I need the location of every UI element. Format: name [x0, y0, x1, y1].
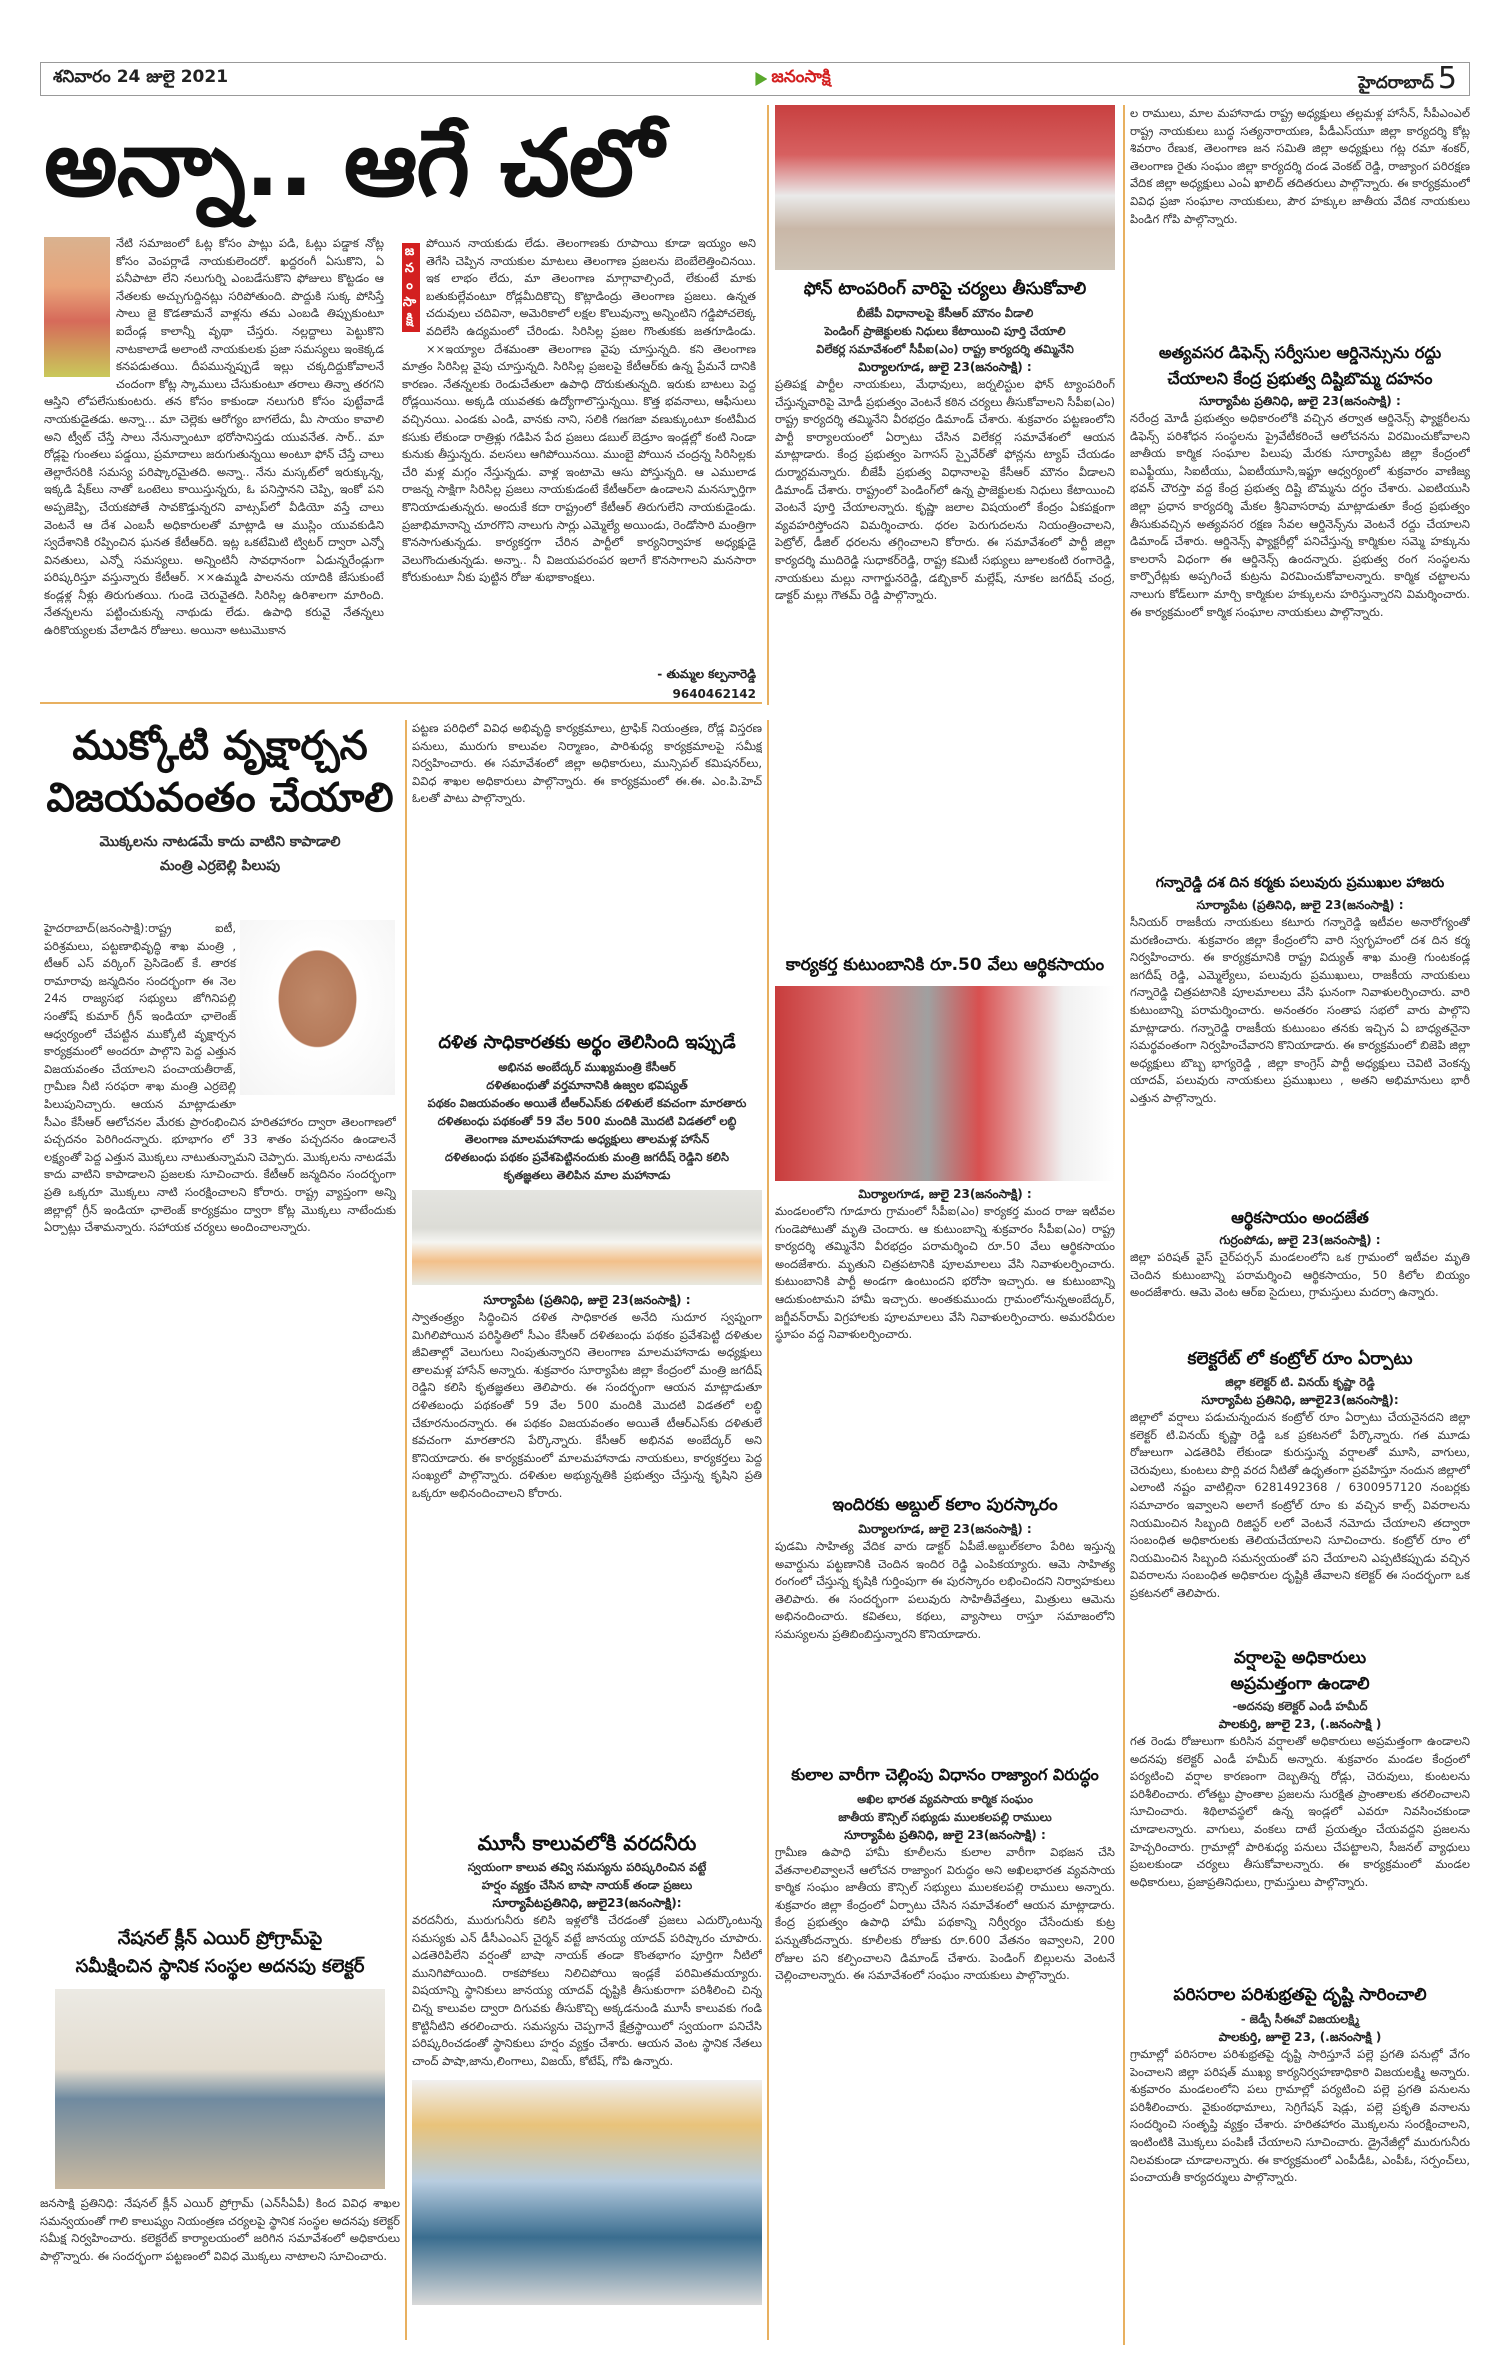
article-headline: నేషనల్ క్లీన్ ఎయిర్ ప్రోగ్రామ్‌పై [117, 1928, 323, 1949]
article-subheadline: దళితబంధు పథకంతో 59 వేల 500 మందికి మొదటి విడతలో లబ్ధి [437, 1114, 737, 1128]
article-headline: కార్యకర్త కుటుంబానికి రూ.50 వేలు ఆర్థికసాయం [785, 955, 1105, 975]
issue-date: శనివారం 24 జులై 2021 [53, 67, 229, 87]
article-body: నరేంద్ర మోడీ ప్రభుత్వం అధికారంలోకి వచ్చిన తర్వాత ఆర్డినెన్స్ ఫ్యాక్టరీలను డిఫెన్స్ పరిశోధన సంస్థలను ప్రైవేటీకరించే ఆలోచనను విరమించుకోవాలని జాతీయ కార్మిక సంఘాల పిలుపు మేరకు సూర్యాపేట జిల్లా కేంద్రంలో ఐఎఫ్టీయు, సిఐటీయు, ఏఐటీయూసి,ఇఫ్టూ ఆధ్వర్యంలో శుక్రవారం వాణిజ్య భవన్ చౌరస్తా వద్ద కేంద్ర ప్రభుత్వ దిష్టి బొమ్మను దగ్ధం చేశారు. ఎఐటియుసి జిల్లా ప్రధాన కార్యదర్శి మేకల శ్రీనివాసరావు మాట్లాడుతూ కేంద్ర ప్రభుత్వం తీసుకువచ్చిన అత్యవసర రక్షణ సేవల ఆర్డినెన్స్‌ను వెంటనే రద్దు చేయాలని డిమాండ్ చేశారు. ఆర్డినెన్స్ ఫ్యాక్టరీల్లో పనిచేస్తున్న కార్మికుల సమ్మె హక్కును కాలరాసే విధంగా ఈ ఆర్డినెన్స్ ఉందన్నారు. ప్రభుత్వ రంగ సంస్థలను కార్పొరేట్లకు అప్పగించే కుట్రను విరమించుకోవాలన్నారు. కార్మిక చట్టాలను నాలుగు కోడ్‌లుగా మార్చి కార్మికుల హక్కులను హరిస్తున్నారని విమర్శించారు. ఈ కార్యక్రమంలో కార్మిక సంఘాల నాయకులు పాల్గొన్నారు. [1130, 411, 1470, 619]
lead-body-col1: నేటి సమాజంలో ఓట్ల కోసం పాట్లు పడి, ఓట్లు పడ్డాక నోట్ల కోసం వెంపర్లాడే నాయకులెందరో. ఖద్దరంగీ ఏసుకొని, ఏ పనీపాటా లేని నలుగుర్ని ఎంబడేసుకొని ఫోజులు కొట్టడం ఆ నేతలకు అచ్చుగుద్దినట్లు సరిపోతుంది. పొద్దుకి సుక్క పోసిస్తే సాలు జై కొడతామనే వాళ్లను తమ ఎంబడి తిప్పుకుంటూ ఐదేండ్ల కాలాన్నీ వృథా చేస్తరు. నల్లద్దాలు పెట్టుకొని నాటకాలాడే అలాంటి నాయకులకు ప్రజా సమస్యలు ఇంకెక్కడ కనపడుతయి. దీపమున్నప్పుడే ఇల్లు చక్కదిద్దుకోవాలనే చందంగా కోట్ల స్కాములు చేసుకుంటూ తరాలు తిన్నా తరగని ఆస్తిని లోపలేసుకుంటరు. తన కోసం కాకుండా నలుగురి కోసం పుట్టేవాడే నాయకుడైతడు. అన్నా... మా చెల్లెకు ఆరోగ్యం బాగలేదు, మీ సాయం కావాలి అని ట్వీట్ చేస్తే సాలు నేనున్నాంటూ భరోసానిస్తడు యువనేత. సార్.. మా రోడ్లపై గుంతలు పడ్డయి, ప్రమాదాలు జరుగుతున్నయి అంటూ ఫోన్ చేస్తే చాలు తెల్లారేసరికి సమస్య పరిష్కారమైతది. అన్నా.. నేను మస్కట్‌లో ఇరుక్కున్న, ఇక్కడి షేక్‌లు నాతో ఒంటెలు కాయిస్తున్నరు, ఓ పనిస్తానని చెప్పి, ఇంకో పని అప్పజెప్పి, చేయకపోతే సావకొడ్తున్నరని వాట్సప్‌లో వీడియో వస్తే చాలు వెంటనే ఆ దేశ ఎంబసీ అధికారులతో మాట్లాడి ఆ ముస్లిం యువకుడిని స్వదేశానికి రప్పించిన ఘనత కేటీఆర్‌ది. ఇట్ల ఒకటేమిటి ట్విటర్ ద్వారా ఎన్నో వినతులు, ఎన్నో సమస్యలు. అన్నింటినీ సావధానంగా ఏడున్నరేండ్లుగా పరిష్కరిస్తూ వస్తున్నారు కేటీఆర్. ××ఉమ్మడి పాలనను యాదికి జేసుకుంటే కండ్లళ్ల నీళ్లు తిరుగుతయి. గుండె చెరువైతది. సిరిసిల్ల ఉరిశాలగా మారింది. నేతన్నలను పట్టించుకున్న నాథుడు లేడు. ఉపాధి కరువై నేతన్నలు ఉరికొయ్యలకు వేలాడిన రోజులు. అయినా అటుమొకాన [44, 236, 384, 638]
article-body: ల రాములు, మాల మహానాడు రాష్ట్ర అధ్యక్షులు తల్లమళ్ల హాసేన్, సీపీఎంఎల్ రాష్ట్ర నాయకులు బుద్ధ సత్యనారాయణ, పీడీఎస్‌యూ జిల్లా కార్యదర్శి కోట్ల శివరాం రేణుక, తెలంగాణ జన సమితి జిల్లా అధ్యక్షులు గట్ల రమా శంకర్, తెలంగాణ రైతు సంఘం జిల్లా కార్యదర్శి దండ వెంకట్ రెడ్డి, రాజ్యాంగ పరిరక్షణ వేదిక జిల్లా అధ్యక్షులు ఎంఏ ఖాలిద్ తదితరులు పాల్గొన్నారు. ఈ కార్యక్రమంలో వివిధ ప్రజా సంఘాల నాయకులు, పౌర హక్కుల జాతీయ వేదిక నాయకులు పిండిగ గోపి పాల్గొన్నారు. [1130, 106, 1470, 226]
article-headline: సమీక్షించిన స్థానిక సంస్థల అదనపు కలెక్టర్ [75, 1956, 365, 1977]
article-headline: అత్యవసర డిఫెన్స్ సర్వీసుల ఆర్డినెన్సును రద్దు [1158, 343, 1442, 362]
article-subheadline: - జెడ్పీ సీఈవో విజయలక్ష్మి [1240, 2012, 1360, 2026]
divider [1123, 105, 1125, 2345]
article-mukkoti [40, 720, 400, 1900]
article-headline: అప్రమత్తంగా ఉండాలి [1230, 1674, 1370, 1694]
press-meet-photo [775, 105, 1115, 270]
masthead-logo [755, 67, 830, 91]
page-header [40, 62, 1470, 96]
article-subheadline: జాతీయ కౌన్సిల్ సభ్యుడు ములకలపల్లి రాములు [838, 1810, 1052, 1824]
article-headline: పరిసరాల పరిశుభ్రతపై దృష్టి సారించాలి [1173, 1985, 1427, 2005]
article-headline: కులాల వారీగా చెల్లింపు విధానం రాజ్యాంగ విరుద్ధం [791, 1765, 1099, 1784]
article-subheadline: కృతజ్ఞతలు తెలిపిన మాల మహానాడు [503, 1168, 671, 1182]
article-dateline: పాలకుర్తి, జూలై 23, (.జనంసాక్షి ) [1218, 2030, 1382, 2044]
article-body: జనసాక్షి ప్రతినిధి: నేషనల్ క్లీన్ ఎయిర్ ప్రోగ్రామ్ (ఎన్‌సీఏపీ) కింద వివిధ శాఖల సమన్వయంతో గాలి కాలుష్యం నియంత్రణ చర్యలపై స్థానిక సంస్థల అదనపు కలెక్టర్ సమీక్ష నిర్వహించారు. కలెక్టరేట్ కార్యాలయంలో జరిగిన సమావేశంలో అధికారులు పాల్గొన్నారు. ఈ సందర్భంగా పట్టణంలో వివిధ మొక్కలు నాటాలని సూచించారు. [40, 2196, 400, 2263]
article-headline: ముక్కోటి వృక్షార్చన [72, 723, 368, 769]
article-dateline: సూర్యాపేట (ప్రతినిధి, జులై 23(జనంసాక్షి) : [1196, 898, 1404, 912]
divider [767, 105, 769, 705]
article-body: జిల్లా పరిషత్ వైస్ చైర్‌పర్సన్ మండలంలోని ఒక గ్రామంలో ఇటీవల మృతి చెందిన కుటుంబాన్ని పరామర్శించి ఆర్థికసాయం, 50 కిలోల బియ్యం అందజేశారు. ఆమె వెంట ఆర్ఐ సైదులు, గ్రామస్తులు మదర్సా ఉన్నారు. [1130, 1250, 1470, 1300]
article-subheadline: స్వయంగా కాలువ తవ్వి సమస్యను పరిష్కరించిన వట్టే [467, 1860, 707, 1874]
article-phone-tampering [775, 105, 1115, 940]
article-body: ప్రతిపక్ష పార్టీల నాయకులు, మేధావులు, జర్నలిస్టుల ఫోన్ ట్యాంపరింగ్ చేస్తున్నవారిపై మోడీ ప్రభుత్వం వెంటనే కఠిన చర్యలు తీసుకోవాలని సీపీఐ(ఎం) రాష్ట్ర కార్యదర్శి తమ్మినేని వీరభద్రం డిమాండ్ చేశారు. శుక్రవారం పట్టణంలోని పార్టీ కార్యాలయంలో ఏర్పాటు చేసిన విలేకర్ల సమావేశంలో ఆయన మాట్లాడారు. కేంద్ర ప్రభుత్వం పెగాసస్ స్పైవేర్‌తో ఫోన్లను ట్యాప్ చేయడం దుర్మార్గమన్నారు. బీజేపీ ప్రభుత్వ విధానాలపై కేసీఆర్ మౌనం వీడాలని డిమాండ్ చేశారు. రాష్ట్రంలో పెండింగ్‌లో ఉన్న ప్రాజెక్టులకు నిధులు కేటాయించి వెంటనే పూర్తి చేయాలన్నారు. కృష్ణా జలాల విషయంలో కేంద్రం ఏకపక్షంగా వ్యవహరిస్తోందని విమర్శించారు. ధరల పెరుగుదలను నియంత్రించాలని, పెట్రోల్, డీజిల్ ధరలను తగ్గించాలని కోరారు. ఈ సమావేశంలో పార్టీ జిల్లా కార్యదర్శి ముదిరెడ్డి సుధాకర్‌రెడ్డి, రాష్ట్ర కమిటీ సభ్యులు జూలకంటి రంగారెడ్డి, నాయకులు మల్లు నాగార్జునరెడ్డి, డబ్బికార్ మల్లేష్, నూకల జగదీష్ చంద్ర, డాక్టర్ మల్లు గౌతమ్ రెడ్డి పాల్గొన్నారు. [775, 377, 1115, 603]
article-body: జిల్లాలో వర్షాలు పడుచున్నందున కంట్రోల్ రూం ఏర్పాటు చేయనైనదని జిల్లా కలెక్టర్ టి.వినయ్ కృష్ణా రెడ్డి ఒక ప్రకటనలో పేర్కొన్నారు. గత మూడు రోజులుగా ఎడతెరిపి లేకుండా కురుస్తున్న వర్షాలతో మూసి, వాగులు, చెరువులు, కుంటలు పొర్లి వరద నీటితో ఉధృతంగా ప్రవహిస్తూ నందున జిల్లాలో ఎలాంటి నష్టం వాటిల్లినా 6281492368 / 6300957120 నంబర్లకు సమాచారం ఇవ్వాలని అలాగే కంట్రోల్ రూం కు వచ్చిన కాల్స్ వివరాలను నియమించిన సిబ్బంది రిజిస్టర్ లలో వెంటనే నమోదు చేయాలని తద్వారా సంబంధిత అధికారులకు తెలియచేయాలని సూచించారు. కంట్రోల్ రూం లో నియమించిన సిబ్బంది సమన్వయంతో పని చేయాలని ఎప్పటికప్పుడు వచ్చిన వివరాలను సంబంధిత అధికారుల దృష్టికి తేవాలని కలెక్టర్ ఈ సందర్భంగా ఒక ప్రకటనలో తెలిపారు. [1130, 1410, 1470, 1600]
article-subheadline: జిల్లా కలెక్టర్ టి. వినయ్ కృష్ణా రెడ్డి [1225, 1375, 1375, 1389]
article-headline: విజయవంతం చేయాలి [46, 775, 394, 821]
article-headline: కలెక్టరేట్ లో కంట్రోల్ రూం ఏర్పాటు [1187, 1349, 1413, 1369]
article-parisarala [1130, 1980, 1470, 2345]
article-dateline: మిర్యాలగూడ, జులై 23(జనంసాక్షి) : [858, 1187, 1032, 1201]
article-subheadline: దళితబంధు పథకం ప్రవేశపెట్టినందుకు మంత్రి జగదీష్ రెడ్డిని కలిసి [444, 1150, 730, 1164]
edition-city: హైదరాబాద్ [1358, 73, 1434, 93]
newspaper-page [40, 0, 1470, 2357]
brand-name: జనంసాక్షి [771, 67, 831, 87]
article-body: సీనియర్ రాజకీయ నాయకులు కటూరు గన్నారెడ్డి ఇటీవల అనారోగ్యంతో మరణించారు. శుక్రవారం జిల్లా కేంద్రంలోని వారి స్వగృహంలో దశ దిన కర్మ నిర్వహించారు. ఈ కార్యక్రమానికి రాష్ట్ర విద్యుత్ శాఖ మంత్రి గుంటకండ్ల జగదీష్ రెడ్డి, ఎమ్మెల్యేలు, పలువురు ప్రముఖులు, రాజకీయ నాయకులు గన్నారెడ్డి చిత్రపటానికి పూలమాలలు వేసి ఘనంగా నివాళులర్పించారు. వారి కుటుంబాన్ని పరామర్శించారు. అనంతరం సంతాప సభలో వారు పాల్గొని మాట్లాడారు. గన్నారెడ్డి రాజకీయ కుటుంబం తనకు ఇచ్చిన ఏ బాధ్యతనైనా సమర్థవంతంగా నిర్వహించేవారని కొనియాడారు. ఈ కార్యక్రమంలో బిజెపి జిల్లా అధ్యక్షులు బొబ్బ భాగ్యరెడ్డి , జిల్లా కాంగ్రెస్ పార్టీ అధ్యక్షులు చెవిటి వెంకన్న యాదవ్, పలువురు నాయకులు ప్రముఖులు , అతని అభిమానులు భారీ ఎత్తున పాల్గొన్నారు. [1130, 915, 1470, 1105]
article-dateline: పాలకుర్తి, జూలై 23, (.జనంసాక్షి ) [1218, 1717, 1382, 1731]
article-arthika-sayam [1130, 1205, 1470, 1340]
article-body: గ్రామీణ ఉపాధి హామీ కూలీలను కులాల వారీగా విభజన చేసి వేతనాలలివ్వాలనే ఆలోచన రాజ్యాంగ విరుద్ధం అని అఖిలభారత వ్యవసాయ కార్మిక సంఘం జాతీయ కౌన్సిల్ సభ్యులు ములకలపల్లి రాములు అన్నారు. శుక్రవారం జిల్లా కేంద్రంలో ఏర్పాటు చేసిన సమావేశంలో ఆయన మాట్లాడారు. కేంద్ర ప్రభుత్వం ఉపాధి హామీ పథకాన్ని నిర్వీర్యం చేసేందుకు కుట్ర పన్నుతోందన్నారు. కూలీలకు రోజుకు రూ.600 వేతనం ఇవ్వాలని, 200 రోజుల పని కల్పించాలని డిమాండ్ చేశారు. పెండింగ్ బిల్లులను వెంటనే చెల్లించాలన్నారు. ఈ సమావేశంలో సంఘం నాయకులు పాల్గొన్నారు. [775, 1845, 1115, 1983]
divider [40, 702, 762, 704]
article-musi [412, 1828, 762, 2348]
article-subheadline: మొక్కలను నాటడమే కాదు వాటిని కాపాడాలి [99, 834, 341, 850]
article-headline: వర్షాలపై అధికారులు [1233, 1648, 1367, 1668]
article-subheadline: పథకం విజయవంతం అయితే టీఆర్ఎస్‌కు దళితులే కవచంగా మారతారు [427, 1096, 747, 1110]
flood-photo [412, 2080, 762, 2305]
article-headline: ఇందిరకు అబ్దుల్ కలాం పురస్కారం [832, 1495, 1058, 1515]
article-body: హైదరాబాద్(జనంసాక్షి):రాష్ట్ర ఐటీ, పరిశ్రమలు, పట్టణాభివృద్ధి శాఖ మంత్రి , టీఆర్ ఎస్ వర్కింగ్ ప్రెసిడెంట్ కే. తారక రామారావు జన్మదినం సందర్భంగా ఈ నెల 24న రాజ్యసభ సభ్యులు జోగినిపల్లి సంతోష్ కుమార్ గ్రీన్ ఇండియా ఛాలెంజ్ ఆధ్వర్యంలో చేపట్టిన ముక్కోటి వృక్షార్చన కార్యక్రమంలో అందరూ పాల్గొని పెద్ద ఎత్తున విజయవంతం చేయాలని పంచాయతీరాజ్, గ్రామీణ నీటి సరఫరా శాఖ మంత్రి ఎర్రబెల్లి పిలుపునిచ్చారు. ఆయన మాట్లాడుతూ సీఎం కేసీఆర్ ఆలోచనల మేరకు ప్రారంభించిన హరితహారం ద్వారా తెలంగాణలో పచ్చదనం పెరిగిందన్నారు. భూభాగం లో 33 శాతం పచ్చదనం ఉండాలనే లక్ష్యంతో పెద్ద ఎత్తున మొక్కలు నాటుతున్నామని చెప్పారు. మొక్కలను నాటడమే కాదు వాటిని కాపాడాలని ప్రజలకు సూచించారు. కేటీఆర్ జన్మదినం సందర్భంగా ప్రతి ఒక్కరూ మొక్కలు నాటి సంరక్షించాలని కోరారు. రాష్ట్ర వ్యాప్తంగా అన్ని జిల్లాల్లో గ్రీన్ ఇండియా ఛాలెంజ్ కార్యక్రమం ద్వారా కోట్ల మొక్కలు నాటేందుకు ఏర్పాట్లు చేశామన్నారు. సహాయక చర్యలు అందించాలన్నారు. [44, 921, 396, 1235]
edition-label [1358, 61, 1457, 97]
article-subheadline: బీజేపీ విధానాలపై కేసీఆర్ మౌనం వీడాలి [856, 306, 1034, 320]
article-dateline: సూర్యాపేట ప్రతినిధి, జూలై23(జనంసాక్షి): [1201, 1393, 1399, 1407]
meeting-photo [55, 1989, 385, 2189]
lead-body-col2: పోయిన నాయకుడు లేడు. తెలంగాణకు రూపాయి కూడా ఇయ్యం అని తెగేసి చెప్పిన నాయకుల మాటలు తెలంగాణ ప్రజలను బెంబేలెత్తించినయి. ఇక లాభం లేదు, మా తెలంగాణ మాగ్గావాల్సిందే, లేకుంటే మాకు బతుకుల్లేవంటూ రోడ్లమీదికొచ్చి కొట్లాడింద్రు తెలంగాణ ప్రజలు. ఉన్నత చదువులు చదివినా, అమెరికాలో లక్షల కొలువున్నా అన్నింటిని గడ్డిపోచలెక్క వదిలేసి ఉద్యమంలో చేరిండు. సిరిసిల్ల ప్రజల గొంతుకకు జతగూడిండు. ××ఇయ్యాల దేశమంతా తెలంగాణ వైపు చూస్తున్నది. కని తెలంగాణ మాత్రం సిరిసిల్ల వైపు చూస్తున్నది. సిరిసిల్ల ప్రజలపై కేటీఆర్‌కు ఉన్న ప్రేమనే దానికి కారణం. నేతన్నలకు రెండుచేతులా ఉపాధి దొరుకుతున్నది. ఇరుకు బాటలు పెద్ద రోడ్లయినయి. అక్కడి యువతకు ఉద్యోగాలొస్తున్నయి. కొత్త భవనాలు, ఆఫీసులు వచ్చినయి. ఎండకు ఎండి, వానకు నాని, సలికి గజగజా వణుక్కుంటూ కంటిమీద కసుకు లేకుండా రాత్రిళ్లు గడిపిన పేద ప్రజలు డబుల్ బెడ్రూం ఇండ్లల్లో కంటి నిండా కునుకు తీస్తున్నరు. వలసలు ఆగిపోయినయి. ముంబై పోయిన చంద్రన్న సిరిసిల్లకు చేరి మళ్ల మగ్గం నేస్తున్నడు. వాళ్ల ఇంటామె ఆసు పోస్తున్నది. ఆ ఎములాడ రాజన్న సాక్షిగా సిరిసిల్ల ప్రజలు నాయకుడంటే కేటీఆర్‌లా ఉండాలని మనస్ఫూర్తిగా కొనియాడుతున్నరు. అందుకే కదా రాష్ట్రంలో కేటీఆర్ తిరుగులేని నాయకుడైండు. ప్రజాభిమానాన్ని చూరగొని నాలుగు సార్లు ఎమ్మెల్యే అయిండు, రెండోసారి మంత్రిగా కొనసాగుతున్నడు. కార్యకర్తగా చేరిన పార్టీలో కార్యనిర్వాహక అధ్యక్షుడై వెలుగొందుతున్నడు. అన్నా.. నీ విజయపరంపర ఇలాగే కొనసాగాలని మనసారా కోరుకుంటూ నీకు పుట్టిన రోజు శుభాకాంక్షలు. [402, 236, 756, 585]
article-varshalu [1130, 1645, 1470, 1975]
article-subheadline: అఖిల భారత వ్యవసాయ కార్మిక సంఘం [857, 1792, 1033, 1806]
article-karyakarta [775, 950, 1115, 1480]
article-indira [775, 1490, 1115, 1750]
article-body: వరదనీరు, మురుగునీరు కలిసి ఇళ్లలోకి చేరడంతో ప్రజలు ఎదుర్కొంటున్న సమస్యకు ఎన్ డీసీఎంఎస్ చైర్మన్ వట్టే జానయ్య యాదవ్ పరిష్కారం చూపారు. ఎడతెరిపిలేని వర్షంతో బాషా నాయక్ తండా కొంతభాగం పూర్తిగా నీటిలో మునిగిపోయింది. రాకపోకలు నిలిచిపోయి ఇండ్లకే పరిమితమయ్యారు. విషయాన్ని స్థానికులు జానయ్య యాదవ్ దృష్టికి తీసుకురాగా పరిశీలించి చిన్న చిన్న కాలువల ద్వారా దిగువకు తీసుకొచ్చి అక్కడనుండి మూసీ కాలువకు గండి కొట్టినీటిని తరలించారు. సమస్యను చెప్పగానే క్షేత్రస్థాయిలో స్వయంగా పనిచేసి పరిష్కరించడంతో స్థానికులు హర్షం వ్యక్తం చేశారు. ఆయన వెంట స్థానిక నేతలు చాంద్ పాషా,జాను,లింగాలు, విజయ్, కోటేష్, గోపి ఉన్నారు. [412, 1913, 762, 2068]
article-dateline: సూర్యాపేట ప్రతినిధి, జులై 23(జనంసాక్షి) : [1199, 394, 1401, 408]
article-continued [1130, 105, 1470, 335]
divider [767, 720, 769, 2340]
condolence-photo [775, 986, 1115, 1181]
article-dateline: సూర్యాపేటప్రతినిధి, జులై23(జనంసాక్షి): [492, 1896, 682, 1910]
divider [405, 720, 407, 2340]
author-phone: 9640462142 [672, 687, 756, 701]
article-subheadline: మంత్రి ఎర్రబెల్లి పిలుపు [159, 858, 281, 874]
article-body: స్వాతంత్ర్యం సిద్ధించిన దళిత సాధికారత అనేది సుదూర స్వప్నంగా మిగిలిపోయిన పరిస్థితిలో సీఎం కేసీఆర్ దళితబంధు పథకం ప్రవేశపెట్టి దళితుల జీవితాల్లో వెలుగులు నింపుతున్నారని తెలంగాణ మాలమహానాడు అధ్యక్షులు తాలమళ్ల హాసేన్ అన్నారు. శుక్రవారం సూర్యాపేట జిల్లా కేంద్రంలో మంత్రి జగదీష్ రెడ్డిని కలిసి కృతజ్ఞతలు తెలిపారు. ఈ సందర్భంగా ఆయన మాట్లాడుతూ దళితబంధు పథకంతో 59 వేల 500 మందికి మొదటి విడతలో లబ్ధి చేకూరనుందన్నారు. ఈ పథకం విజయవంతం అయితే టీఆర్ఎస్‌కు దళితులే కవచంగా మారతారని పేర్కొన్నారు. కేసీఆర్ అభినవ అంబేద్కర్ అని కొనియాడారు. ఈ కార్యక్రమంలో మాలమహానాడు నాయకులు, కార్యకర్తలు పెద్ద సంఖ్యలో పాల్గొన్నారు. దళితుల అభ్యున్నతికి ప్రభుత్వం చేస్తున్న కృషిని ప్రతి ఒక్కరూ అభినందించాలని కోరారు. [412, 1310, 762, 1500]
article-dateline: సూర్యాపేట ప్రతినిధి, జులై 23(జనంసాక్షి) : [844, 1828, 1046, 1842]
article-dateline: మిర్యాలగూడ, జులై 23(జనంసాక్షి) : [858, 1522, 1032, 1536]
article-subheadline: -అదనపు కలెక్టర్ ఎండీ హమీద్ [1232, 1699, 1368, 1713]
article-headline: గన్నారెడ్డి దశ దిన కర్మకు పలువురు ప్రముఖుల హాజరు [1155, 875, 1445, 891]
article-headline: ఆర్థికసాయం అందజేత [1231, 1208, 1369, 1227]
author-byline: - తుమ్మల కల్పనారెడ్డి [657, 667, 756, 681]
article-gannareddy [1130, 870, 1470, 1200]
article-dalit [412, 720, 762, 1820]
article-dateline: గుర్రంపోడు, జులై 23(జనంసాక్షి) : [1219, 1233, 1381, 1247]
article-headline: ఫోన్ టాంపరింగ్ వారిపై చర్యలు తీసుకోవాలి [803, 279, 1087, 299]
lead-article [40, 105, 760, 705]
article-subheadline: విలేకర్ల సమావేశంలో సీపీఐ(ఎం) రాష్ట్ర కార్యదర్శి తమ్మినేని [816, 342, 1074, 356]
group-photo [412, 1190, 762, 1285]
article-subheadline: పెండింగ్ ప్రాజెక్టులకు నిధులు కేటాయించి పూర్తి చేయాలి [824, 324, 1066, 338]
article-subheadline: హర్షం వ్యక్తం చేసిన బాషా నాయక్ తండా ప్రజలు [481, 1878, 693, 1892]
jana-sakshi-tag: జనంసాక్షి [404, 245, 419, 330]
article-headline: మూసీ కాలువలోకి వరదనీరు [477, 1831, 697, 1855]
article-subheadline: అభినవ అంబేద్కర్ ముఖ్యమంత్రి కేసీఆర్ [498, 1060, 676, 1074]
article-body: గ్రామాల్లో పరిసరాల పరిశుభ్రతపై దృష్టి సారిస్తూనే పల్లె ప్రగతి పనుల్లో వేగం పెంచాలని జిల్లా పరిషత్ ముఖ్య కార్యనిర్వహణాధికారి విజయలక్ష్మి అన్నారు. శుక్రవారం మండలంలోని పలు గ్రామాల్లో పర్యటించి పల్లె ప్రగతి పనులను పరిశీలించారు. వైకుంఠధామాలు, సెగ్రిగేషన్ షెడ్లు, పల్లె ప్రకృతి వనాలను సందర్శించి సంతృప్తి వ్యక్తం చేశారు. హరితహారం మొక్కలను సంరక్షించాలని, ఇంటింటికి మొక్కలు పంపిణీ చేయాలని సూచించారు. డ్రైనేజీల్లో మురుగునీరు నిలవకుండా చూడాలన్నారు. ఈ కార్యక్రమంలో ఎంపీడీఓ, ఎంపీఓ, సర్పంచ్‌లు, పంచాయతీ కార్యదర్శులు పాల్గొన్నారు. [1130, 2047, 1470, 2185]
article-subheadline: దళితబంధుతో వర్తమానానికి ఉజ్వల భవిష్యత్ [486, 1078, 688, 1092]
article-subheadline: తెలంగాణ మాలమహానాడు అధ్యక్షులు తాలమళ్ల హాసేన్ [464, 1132, 710, 1146]
article-kulala [775, 1760, 1115, 2345]
lead-headline: అన్నా.. ఆగే చలో [44, 110, 663, 217]
page-number: 5 [1437, 61, 1457, 96]
article-headline: దళిత సాధికారతకు అర్థం తెలిసింది ఇప్పుడే [438, 1032, 736, 1053]
article-headline: చేయాలని కేంద్ర ప్రభుత్వ దిష్టిబొమ్మ దహనం [1167, 369, 1433, 388]
article-control-room [1130, 1345, 1470, 1645]
article-clean-air [40, 1925, 400, 2345]
article-body: మండలంలోని గూడూరు గ్రామంలో సీపీఐ(ఎం) కార్యకర్త మంద రాజు ఇటీవల గుండెపోటుతో మృతి చెందారు. ఆ కుటుంబాన్ని శుక్రవారం సీపీఐ(ఎం) రాష్ట్ర కార్యదర్శి తమ్మినేని వీరభద్రం పరామర్శించి రూ.50 వేలు ఆర్థికసాయం అందజేశారు. మృతుని చిత్రపటానికి పూలమాలలు వేసి నివాళులర్పించారు. కుటుంబానికి పార్టీ అండగా ఉంటుందని భరోసా ఇచ్చారు. ఆ కుటుంబాన్ని ఆదుకుంటామని హామీ ఇచ్చారు. అంతకుముందు గ్రామంలోనున్నఅంబేద్కర్, జగ్జీవన్‌రామ్ విగ్రహాలకు పూలమాలలు వేసి నివాళులర్పించారు. అమరవీరుల స్థూపం వద్ద నివాళులర్పించారు. [775, 1204, 1115, 1342]
leaf-icon [755, 72, 767, 86]
article-body-top: పట్టణ పరిధిలో వివిధ అభివృద్ధి కార్యక్రమాలు, ట్రాఫిక్ నియంత్రణ, రోడ్ల విస్తరణ పనులు, మురుగు కాలువల నిర్మాణం, పారిశుధ్య కార్యక్రమాలపై సమీక్ష నిర్వహించారు. ఈ సమావేశంలో జిల్లా అధికారులు, మున్సిపల్ కమిషనర్‌లు, వివిధ శాఖల అధికారులు పాల్గొన్నారు. ఈ కార్యక్రమంలో ఈ.ఈ. ఎం.పి.హెచ్ ఓలతో పాటు పాల్గొన్నారు. [412, 721, 762, 806]
article-dateline: మిర్యాలగూడ, జులై 23(జనంసాక్షి) : [858, 360, 1032, 374]
article-defence [1130, 340, 1470, 860]
article-body: గత రెండు రోజులుగా కురిసిన వర్షాలతో అధికారులు అప్రమత్తంగా ఉండాలని అదనపు కలెక్టర్ ఎండీ హమీద్ అన్నారు. శుక్రవారం మండల కేంద్రంలో పర్యటించి వర్షాల కారణంగా దెబ్బతిన్న రోడ్లు, చెరువులు, కుంటలను పరిశీలించారు. లోతట్టు ప్రాంతాల ప్రజలను సురక్షిత ప్రాంతాలకు తరలించాలని సూచించారు. శిథిలావస్థలో ఉన్న ఇండ్లలో ఎవరూ నివసించకుండా చూడాలన్నారు. వాగులు, వంకలు దాటే ప్రయత్నం చేయవద్దని ప్రజలను హెచ్చరించారు. గ్రామాల్లో పారిశుధ్య పనులు చేపట్టాలని, సీజనల్ వ్యాధులు ప్రబలకుండా చర్యలు తీసుకోవాలన్నారు. ఈ కార్యక్రమంలో మండల అధికారులు, ప్రజాప్రతినిధులు, గ్రామస్తులు పాల్గొన్నారు. [1130, 1734, 1470, 1889]
article-dateline: సూర్యాపేట (ప్రతినిధి, జులై 23(జనంసాక్షి) : [483, 1293, 691, 1307]
article-body: పుడమి సాహిత్య వేదిక వారు డాక్టర్ ఏపీజే.అబ్దుల్‌కలాం పేరిట ఇస్తున్న అవార్డును పట్టణానికి చెందిన ఇందిర రెడ్డి ఎంపికయ్యారు. ఆమె సాహిత్య రంగంలో చేస్తున్న కృషికి గుర్తింపుగా ఈ పురస్కారం లభించిందని నిర్వాహకులు తెలిపారు. ఈ సందర్భంగా పలువురు సాహితీవేత్తలు, మిత్రులు ఆమెను అభినందించారు. కవితలు, కథలు, వ్యాసాలు రాస్తూ సమాజంలోని సమస్యలను ప్రతిబింబిస్తున్నారని కొనియాడారు. [775, 1539, 1115, 1641]
